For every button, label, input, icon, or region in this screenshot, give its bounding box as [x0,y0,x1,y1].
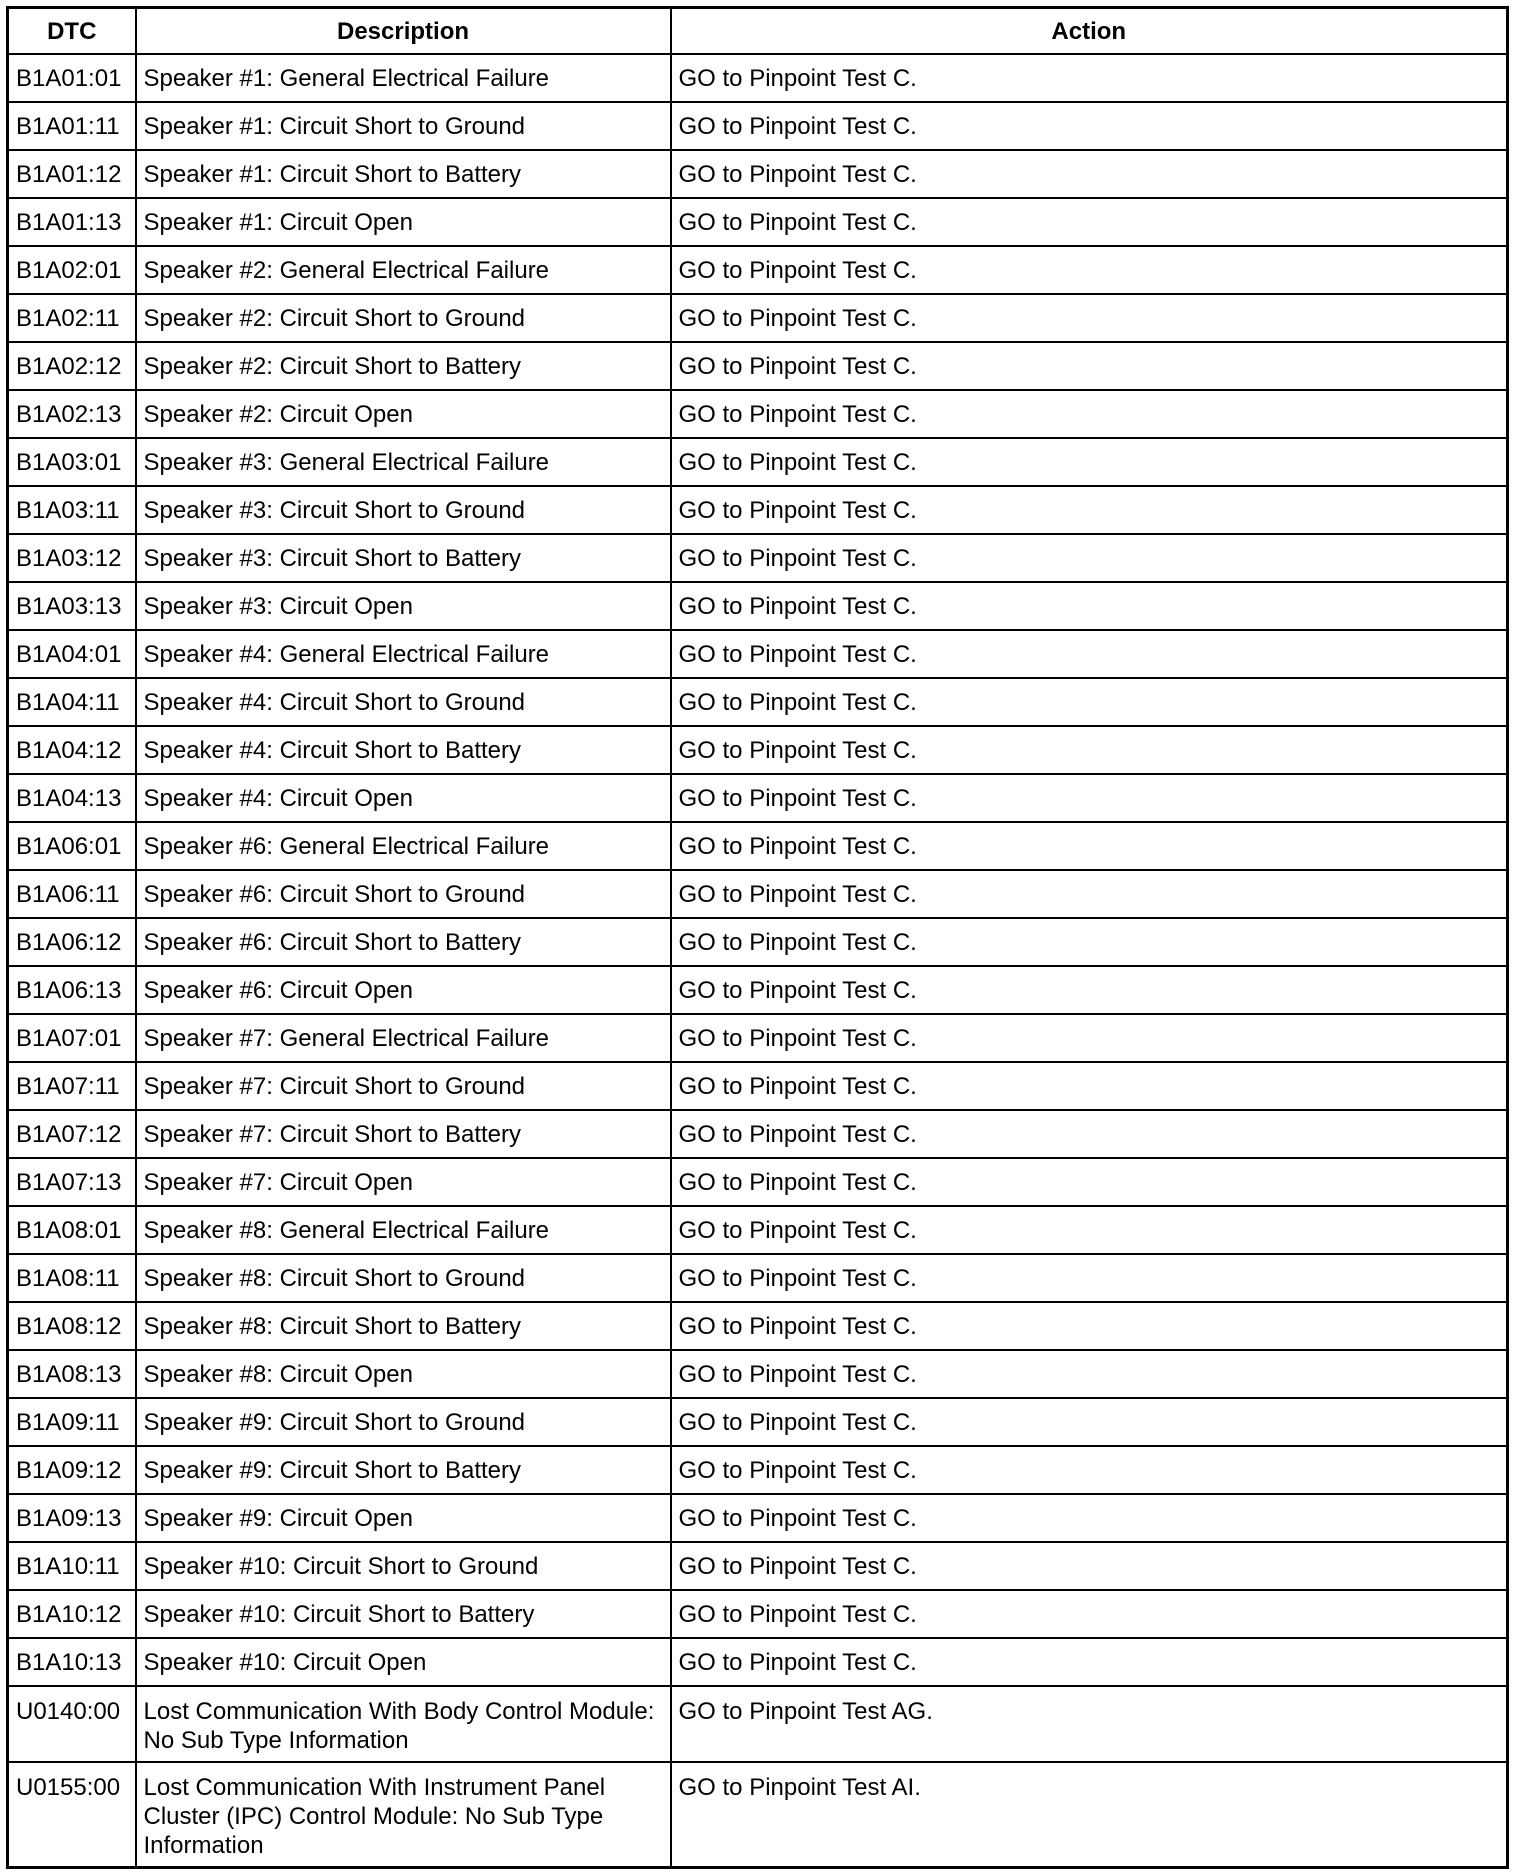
header-dtc: DTC [8,8,136,55]
cell-description: Speaker #1: Circuit Short to Ground [136,102,671,150]
header-action: Action [671,8,1508,55]
cell-action: GO to Pinpoint Test C. [671,1590,1508,1638]
cell-description: Speaker #8: Circuit Short to Ground [136,1254,671,1302]
cell-dtc: B1A07:12 [8,1110,136,1158]
cell-dtc: B1A03:11 [8,486,136,534]
table-row [8,150,1508,198]
cell-action: GO to Pinpoint Test C. [671,1206,1508,1254]
cell-action: GO to Pinpoint Test C. [671,1062,1508,1110]
cell-action: GO to Pinpoint Test C. [671,246,1508,294]
cell-dtc: B1A04:12 [8,726,136,774]
cell-action: GO to Pinpoint Test C. [671,966,1508,1014]
cell-action: GO to Pinpoint Test C. [671,486,1508,534]
cell-dtc: B1A03:13 [8,582,136,630]
table-row [8,1110,1508,1158]
cell-action: GO to Pinpoint Test C. [671,918,1508,966]
cell-dtc: B1A08:11 [8,1254,136,1302]
cell-dtc: B1A09:11 [8,1398,136,1446]
cell-description: Speaker #10: Circuit Short to Ground [136,1542,671,1590]
table-row [8,1302,1508,1350]
table-row [8,1638,1508,1686]
table-row [8,534,1508,582]
cell-action: GO to Pinpoint Test C. [671,342,1508,390]
cell-action: GO to Pinpoint Test C. [671,870,1508,918]
cell-dtc: B1A01:11 [8,102,136,150]
cell-dtc: B1A06:11 [8,870,136,918]
cell-action: GO to Pinpoint Test C. [671,1158,1508,1206]
cell-action: GO to Pinpoint Test C. [671,1494,1508,1542]
table-row [8,678,1508,726]
cell-dtc: B1A02:01 [8,246,136,294]
cell-description: Speaker #1: Circuit Open [136,198,671,246]
cell-action: GO to Pinpoint Test C. [671,534,1508,582]
cell-action: GO to Pinpoint Test C. [671,582,1508,630]
table-row [8,726,1508,774]
table-row [8,1590,1508,1638]
cell-description: Speaker #7: Circuit Short to Ground [136,1062,671,1110]
cell-action: GO to Pinpoint Test C. [671,438,1508,486]
cell-description: Speaker #1: General Electrical Failure [136,54,671,102]
table-row [8,822,1508,870]
table-row [8,54,1508,102]
table-row [8,1350,1508,1398]
cell-description: Speaker #1: Circuit Short to Battery [136,150,671,198]
table-body [8,54,1508,1868]
cell-dtc: B1A02:12 [8,342,136,390]
cell-description: Speaker #2: General Electrical Failure [136,246,671,294]
cell-description: Speaker #2: Circuit Short to Battery [136,342,671,390]
cell-action: GO to Pinpoint Test C. [671,102,1508,150]
table-row [8,1762,1508,1868]
cell-description: Speaker #2: Circuit Short to Ground [136,294,671,342]
cell-dtc: B1A02:11 [8,294,136,342]
cell-action: GO to Pinpoint Test AI. [671,1762,1508,1868]
cell-action: GO to Pinpoint Test C. [671,774,1508,822]
table-row [8,1446,1508,1494]
cell-dtc: B1A01:01 [8,54,136,102]
table-row [8,1014,1508,1062]
cell-description: Speaker #2: Circuit Open [136,390,671,438]
cell-action: GO to Pinpoint Test C. [671,1110,1508,1158]
cell-action: GO to Pinpoint Test C. [671,678,1508,726]
cell-dtc: B1A03:12 [8,534,136,582]
cell-dtc: U0140:00 [8,1686,136,1762]
table-row [8,486,1508,534]
cell-action: GO to Pinpoint Test C. [671,150,1508,198]
cell-dtc: U0155:00 [8,1762,136,1868]
cell-action: GO to Pinpoint Test AG. [671,1686,1508,1762]
cell-dtc: B1A06:12 [8,918,136,966]
cell-description: Lost Communication With Body Control Module: No Sub Type Information [136,1686,671,1762]
cell-dtc: B1A08:13 [8,1350,136,1398]
cell-description: Speaker #6: Circuit Short to Ground [136,870,671,918]
cell-action: GO to Pinpoint Test C. [671,294,1508,342]
cell-dtc: B1A04:13 [8,774,136,822]
cell-description: Speaker #4: Circuit Short to Battery [136,726,671,774]
cell-action: GO to Pinpoint Test C. [671,390,1508,438]
cell-action: GO to Pinpoint Test C. [671,630,1508,678]
cell-description: Speaker #3: Circuit Open [136,582,671,630]
table-row [8,582,1508,630]
table-row [8,774,1508,822]
cell-dtc: B1A07:01 [8,1014,136,1062]
cell-dtc: B1A10:12 [8,1590,136,1638]
table-row [8,1158,1508,1206]
cell-dtc: B1A07:13 [8,1158,136,1206]
table-row [8,342,1508,390]
table-row [8,1494,1508,1542]
cell-action: GO to Pinpoint Test C. [671,198,1508,246]
table-row [8,102,1508,150]
cell-dtc: B1A04:11 [8,678,136,726]
cell-dtc: B1A04:01 [8,630,136,678]
cell-description: Speaker #7: Circuit Open [136,1158,671,1206]
cell-action: GO to Pinpoint Test C. [671,1398,1508,1446]
table-row [8,246,1508,294]
header-row [8,8,1508,55]
cell-dtc: B1A01:13 [8,198,136,246]
header-description: Description [136,8,671,55]
table-row [8,1062,1508,1110]
cell-description: Speaker #6: General Electrical Failure [136,822,671,870]
cell-action: GO to Pinpoint Test C. [671,1350,1508,1398]
cell-dtc: B1A09:12 [8,1446,136,1494]
cell-description: Speaker #6: Circuit Short to Battery [136,918,671,966]
cell-description: Speaker #9: Circuit Short to Battery [136,1446,671,1494]
table-row [8,966,1508,1014]
table-row [8,1398,1508,1446]
cell-dtc: B1A10:13 [8,1638,136,1686]
cell-action: GO to Pinpoint Test C. [671,1446,1508,1494]
table-row [8,1206,1508,1254]
cell-description: Speaker #7: Circuit Short to Battery [136,1110,671,1158]
cell-dtc: B1A08:12 [8,1302,136,1350]
cell-action: GO to Pinpoint Test C. [671,822,1508,870]
cell-description: Speaker #8: General Electrical Failure [136,1206,671,1254]
cell-description: Speaker #4: General Electrical Failure [136,630,671,678]
cell-description: Speaker #9: Circuit Short to Ground [136,1398,671,1446]
cell-description: Speaker #10: Circuit Short to Battery [136,1590,671,1638]
cell-dtc: B1A01:12 [8,150,136,198]
cell-description: Speaker #10: Circuit Open [136,1638,671,1686]
table-row [8,1542,1508,1590]
cell-dtc: B1A03:01 [8,438,136,486]
table-row [8,918,1508,966]
cell-description: Speaker #6: Circuit Open [136,966,671,1014]
cell-description: Speaker #8: Circuit Short to Battery [136,1302,671,1350]
table-header [8,8,1508,55]
cell-description: Speaker #4: Circuit Short to Ground [136,678,671,726]
table-row [8,198,1508,246]
cell-action: GO to Pinpoint Test C. [671,1302,1508,1350]
cell-action: GO to Pinpoint Test C. [671,1254,1508,1302]
cell-dtc: B1A02:13 [8,390,136,438]
dtc-table [6,6,1509,1869]
cell-dtc: B1A06:01 [8,822,136,870]
cell-description: Speaker #4: Circuit Open [136,774,671,822]
table-row [8,870,1508,918]
cell-action: GO to Pinpoint Test C. [671,54,1508,102]
table-row [8,630,1508,678]
cell-description: Speaker #3: General Electrical Failure [136,438,671,486]
cell-description: Speaker #3: Circuit Short to Battery [136,534,671,582]
cell-description: Speaker #8: Circuit Open [136,1350,671,1398]
cell-action: GO to Pinpoint Test C. [671,1542,1508,1590]
cell-description: Speaker #3: Circuit Short to Ground [136,486,671,534]
table-row [8,1686,1508,1762]
table-row [8,294,1508,342]
cell-dtc: B1A06:13 [8,966,136,1014]
cell-dtc: B1A08:01 [8,1206,136,1254]
cell-dtc: B1A07:11 [8,1062,136,1110]
table-row [8,438,1508,486]
cell-description: Lost Communication With Instrument Panel Cluster (IPC) Control Module: No Sub Type Information [136,1762,671,1868]
cell-description: Speaker #9: Circuit Open [136,1494,671,1542]
cell-action: GO to Pinpoint Test C. [671,1638,1508,1686]
table-row [8,1254,1508,1302]
cell-dtc: B1A09:13 [8,1494,136,1542]
cell-description: Speaker #7: General Electrical Failure [136,1014,671,1062]
cell-action: GO to Pinpoint Test C. [671,726,1508,774]
cell-action: GO to Pinpoint Test C. [671,1014,1508,1062]
cell-dtc: B1A10:11 [8,1542,136,1590]
table-row [8,390,1508,438]
